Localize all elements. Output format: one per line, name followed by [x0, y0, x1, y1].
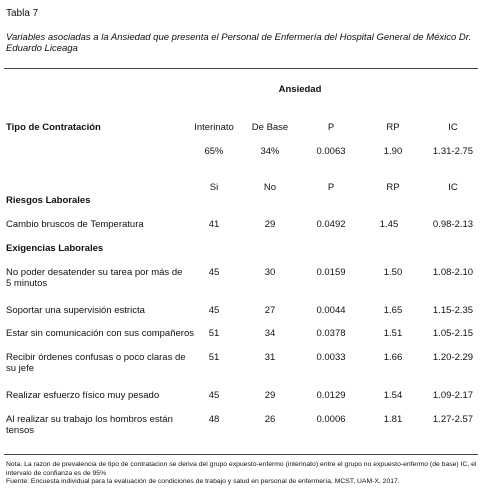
- cell-p: 0.0006: [316, 414, 346, 425]
- cell-ic: 0.98-2.13: [432, 219, 474, 230]
- row-label: No poder desatender su tarea por más de 5 minutos: [6, 267, 183, 289]
- cell-ic: 1.05-2.15: [432, 328, 474, 339]
- cell-p: 0.0492: [316, 219, 346, 230]
- cell-no: 29: [264, 219, 276, 230]
- footnote-source: Fuente: Encuesta individual para la evaluación de condiciones de trabajo y salud en personal de enfermería, MCST, UAM-X, 2017.: [6, 478, 400, 486]
- cell-rp: 1.66: [383, 352, 403, 363]
- cell-si: 41: [208, 219, 220, 230]
- cell-si: 45: [208, 305, 220, 316]
- col-header-rp: RP: [386, 122, 400, 133]
- cell-ic: 1.08-2.10: [432, 267, 474, 278]
- cell-rp: 1.54: [383, 390, 403, 401]
- cell-si: 51: [208, 328, 220, 339]
- cell-rp: 1.45: [379, 219, 399, 230]
- row-label: Soportar una supervisión estricta: [6, 305, 145, 316]
- section-title-riesgos: Riesgos Laborales: [6, 195, 91, 206]
- cell-si: 51: [208, 352, 220, 363]
- cell-no: 34: [264, 328, 276, 339]
- cell-no: 26: [264, 414, 276, 425]
- cell-no: 31: [264, 352, 276, 363]
- section-title-exigencias: Exigencias Laborales: [6, 243, 104, 254]
- col-header-no: No: [263, 182, 277, 193]
- cell-no: 29: [264, 390, 276, 401]
- cell-ic: 1.27-2.57: [432, 414, 474, 425]
- cell-rp: 1.65: [383, 305, 403, 316]
- table-title: Variables asociadas a la Ansiedad que presenta el Personal de Enfermería del Hospital General de México Dr. Eduardo Liceaga: [6, 32, 472, 54]
- cell-ic: 1.15-2.35: [432, 305, 474, 316]
- contract-label: Tipo de Contratación: [6, 122, 101, 133]
- col-header-p: P: [327, 122, 335, 133]
- row-label: Al realizar su trabajo los hombros están tensos: [6, 414, 173, 436]
- cell-rp: 1.81: [383, 414, 403, 425]
- row-label: Recibir órdenes confusas o poco claras de su jefe: [6, 352, 186, 374]
- cell-no: 27: [264, 305, 276, 316]
- contract-interinato-value: 65%: [204, 146, 224, 157]
- col-header-p-2: P: [327, 182, 335, 193]
- contract-p-value: 0.0063: [316, 146, 346, 157]
- cell-no: 30: [264, 267, 276, 278]
- top-rule: [4, 68, 478, 69]
- col-header-si: Si: [209, 182, 219, 193]
- row-label: Cambio bruscos de Temperatura: [6, 219, 144, 230]
- cell-ic: 1.20-2.29: [432, 352, 474, 363]
- col-header-de-base: De Base: [251, 122, 289, 133]
- col-header-interinato: Interinato: [194, 122, 234, 133]
- cell-si: 45: [208, 267, 220, 278]
- bottom-rule: [4, 454, 478, 455]
- cell-ic: 1.09-2.17: [432, 390, 474, 401]
- row-label: Realizar esfuerzo físico muy pesado: [6, 390, 160, 401]
- table-footnote: [6, 461, 480, 487]
- col-header-ic: IC: [448, 122, 458, 133]
- col-header-rp-2: RP: [386, 182, 400, 193]
- cell-p: 0.0044: [316, 305, 346, 316]
- table-label: Tabla 7: [6, 8, 39, 19]
- footnote-note: Nota. La razon de prevalencia de tipo de contratacion se deriva del grupo expuesto-enfermo (interinato) entre el grupo no expuesto-enfermo (de base) IC, el intervalo de confianza es de 95%: [6, 461, 477, 477]
- row-label: Estar sin comunicación con sus compañeros: [6, 328, 194, 339]
- group-header-ansiedad: Ansiedad: [278, 84, 322, 95]
- cell-p: 0.0129: [316, 390, 346, 401]
- contract-de-base-value: 34%: [260, 146, 280, 157]
- cell-p: 0.0159: [316, 267, 346, 278]
- contract-ic-value: 1.31-2.75: [432, 146, 474, 157]
- cell-rp: 1.51: [383, 328, 403, 339]
- cell-p: 0.0033: [316, 352, 346, 363]
- cell-si: 45: [208, 390, 220, 401]
- cell-si: 48: [208, 414, 220, 425]
- col-header-ic-2: IC: [448, 182, 458, 193]
- contract-rp-value: 1.90: [383, 146, 403, 157]
- cell-p: 0.0378: [316, 328, 346, 339]
- cell-rp: 1.50: [383, 267, 403, 278]
